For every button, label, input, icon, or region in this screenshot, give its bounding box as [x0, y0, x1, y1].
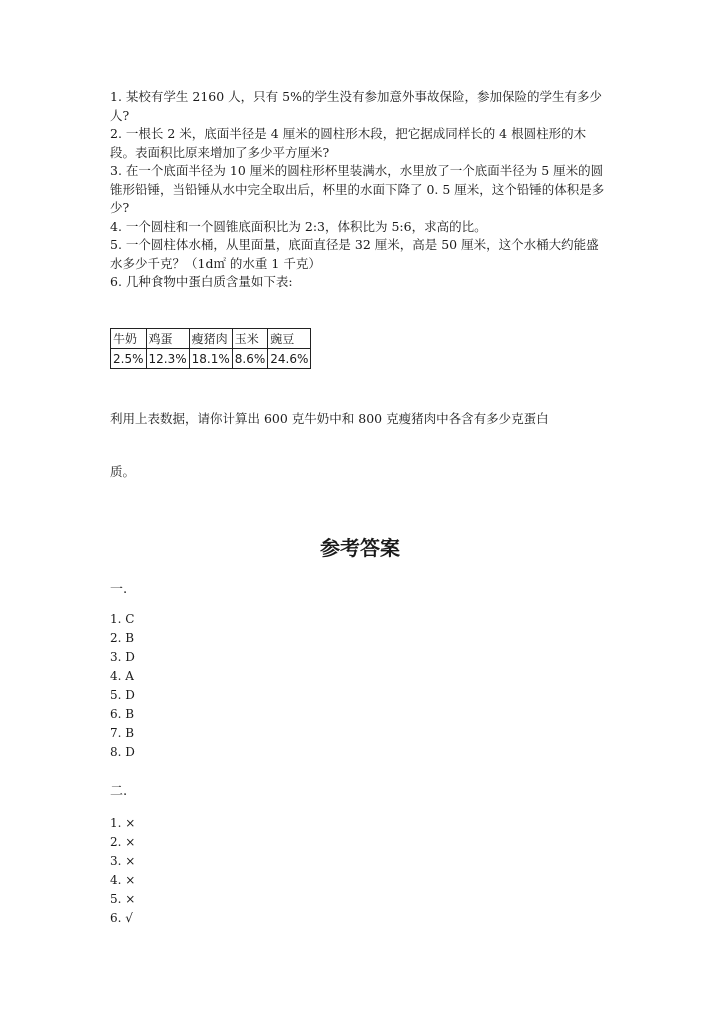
- section-label-1: 一.: [110, 582, 128, 597]
- section-label-2: 二.: [110, 784, 128, 799]
- table-header-cell: 玉米: [232, 329, 268, 349]
- problem-4: 4. 一个圆柱和一个圆锥底面积比为 2:3，体积比为 5:6，求高的比。: [110, 218, 487, 234]
- problem-1: 1. 某校有学生 2160 人，只有 5%的学生没有参加意外事故保险，参加保险的学生有多少人?: [110, 89, 602, 123]
- table-header-cell: 牛奶: [111, 329, 147, 349]
- answer-title: 参考答案: [320, 536, 400, 560]
- table-cell: 2.5%: [111, 349, 147, 369]
- list-item: 2. ×: [110, 835, 136, 849]
- table-cell: 24.6%: [268, 349, 311, 369]
- list-item: 7. B: [110, 726, 135, 740]
- list-item: 6. B: [110, 707, 135, 721]
- list-item: 5. D: [110, 688, 135, 702]
- list-item: 3. D: [110, 650, 135, 664]
- list-item: 3. ×: [110, 854, 136, 868]
- list-item: 6. √: [110, 911, 133, 925]
- problem-list: [110, 88, 610, 292]
- answer-list-2: [110, 814, 135, 928]
- table-cell: 8.6%: [232, 349, 268, 369]
- list-item: 4. ×: [110, 873, 136, 887]
- problem-2: 2. 一根长 2 米，底面半径是 4 厘米的圆柱形木段，把它据成同样长的 4 根圆柱形的木段。表面积比原来增加了多少平方厘米?: [110, 126, 587, 160]
- table-row: [111, 349, 311, 369]
- problem-5: 5. 一个圆柱体水桶，从里面量，底面直径是 32 厘米，高是 50 厘米，这个水桶大约能盛水多少千克？（1d㎡ 的水重 1 千克）: [110, 237, 599, 271]
- table-cell: 18.1%: [189, 349, 232, 369]
- list-item: 4. A: [110, 669, 134, 683]
- table-header-cell: 瘦猪肉: [189, 329, 232, 349]
- calc-question: 利用上表数据，请你计算出 600 克牛奶中和 800 克瘦猪肉中各含有多少克蛋白: [110, 411, 549, 426]
- table-header-cell: 豌豆: [268, 329, 311, 349]
- list-item: 5. ×: [110, 892, 136, 906]
- list-item: 8. D: [110, 745, 135, 759]
- table-header-row: [111, 329, 311, 349]
- protein-table: [110, 328, 311, 369]
- answer-list-1: [110, 610, 135, 762]
- table-header-cell: 鸡蛋: [146, 329, 189, 349]
- list-item: 2. B: [110, 631, 135, 645]
- list-item: 1. C: [110, 612, 135, 626]
- table-cell: 12.3%: [146, 349, 189, 369]
- calc-question-end: 质。: [110, 464, 136, 479]
- problem-6: 6. 几种食物中蛋白质含量如下表:: [110, 274, 293, 289]
- problem-3: 3. 在一个底面半径为 10 厘米的圆柱形杯里装满水，水里放了一个底面半径为 5 厘米的圆锥形铅锤，当铅锤从水中完全取出后，杯里的水面下降了 0. 5 厘米，这个铅锤的体积是多少?: [110, 163, 605, 215]
- list-item: 1. ×: [110, 816, 136, 830]
